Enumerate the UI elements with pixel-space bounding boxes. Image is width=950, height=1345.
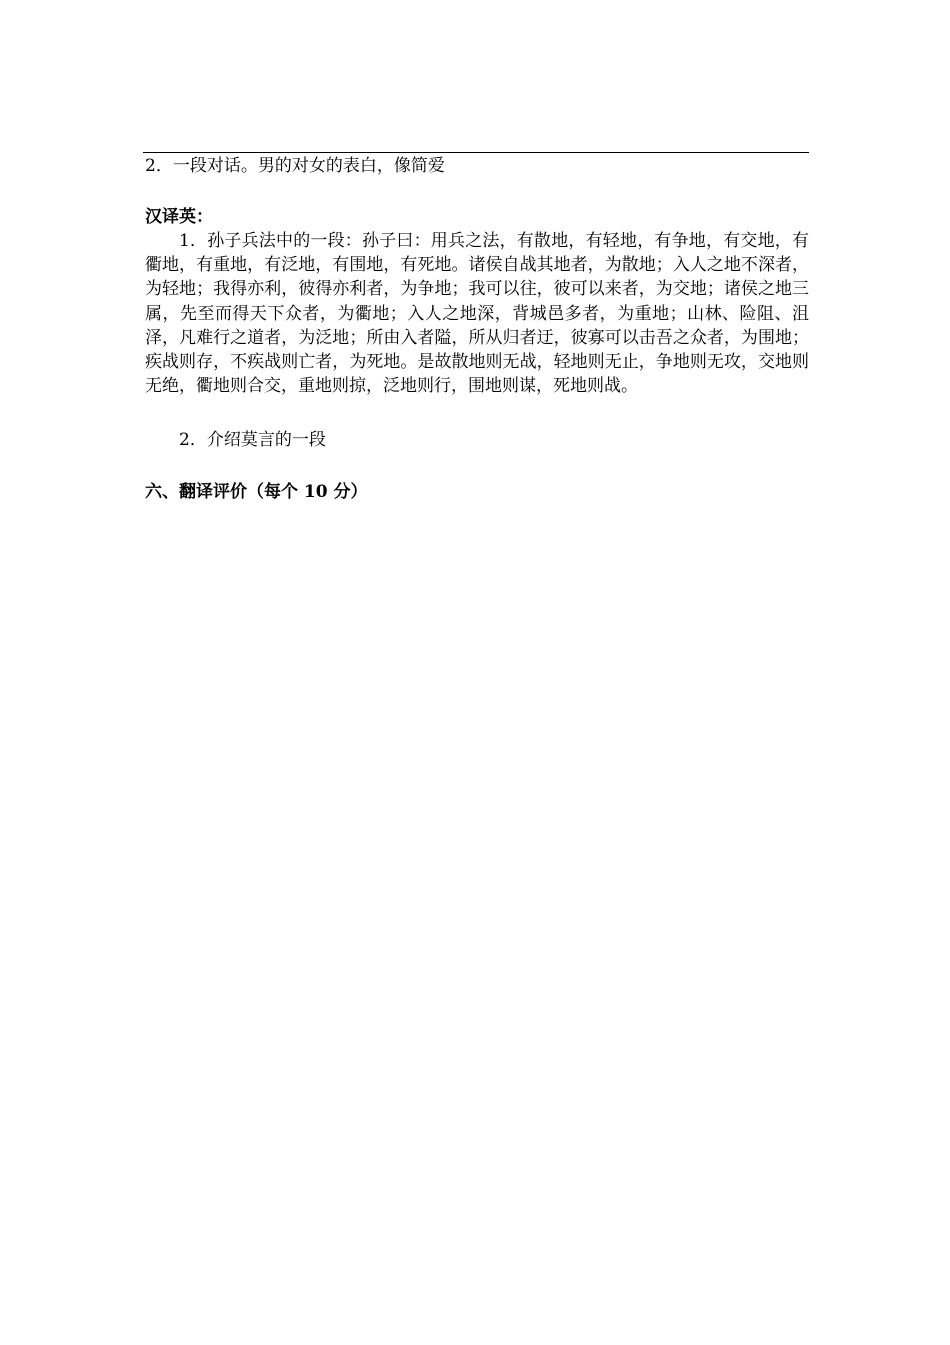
- section-6-heading: 六、翻译评价（每个 10 分）: [145, 482, 368, 502]
- section-heading-chinese-to-english: 汉译英：: [145, 207, 213, 227]
- item-2-paragraph: 2．介绍莫言的一段: [179, 430, 326, 450]
- horizontal-rule: [143, 152, 809, 153]
- item-1-paragraph: 1．孙子兵法中的一段：孙子曰：用兵之法，有散地，有轻地，有争地，有交地，有衢地，有重地，有泛地，有围地，有死地。诸侯自战其地者，为散地；入人之地不深者，为轻地；我得亦利，彼得亦利者，为争地；我可以往，彼可以来者，为交地；诸侯之地三属，先至而得天下众者，为衢地；入人之地深，背城邑多者，为重地；山林、险阻、沮泽，凡难行之道者，为泛地；所由入者隘，所从归者迂，彼寡可以击吾之众者，为围地；疾战则存，不疾战则亡者，为死地。是故散地则无战，轻地则无止，争地则无攻，交地则无绝，衢地则合交，重地则掠，泛地则行，围地则谋，死地则战。: [145, 231, 809, 397]
- dialogue-item: 2．一段对话。男的对女的表白，像简爱: [145, 156, 445, 176]
